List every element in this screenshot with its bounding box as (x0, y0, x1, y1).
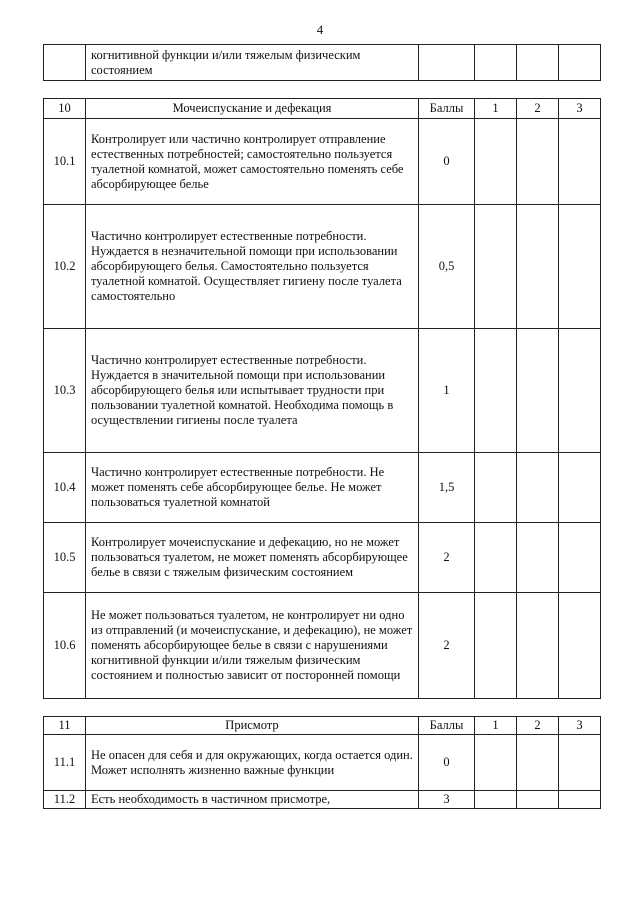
section-header-row (44, 99, 601, 119)
section-10-table (43, 98, 601, 699)
continuation-row (44, 45, 601, 81)
column-1-cell (475, 45, 517, 81)
table-row (44, 205, 601, 329)
column-2-cell (517, 119, 559, 205)
section-header-row (44, 717, 601, 735)
row-number: 11.1 (44, 735, 86, 791)
column-2-cell (517, 329, 559, 453)
row-number-cell (44, 45, 86, 81)
row-description: Частично контролирует естественные потребности. Не может поменять себе абсорбирующее белье. Не может пользоваться туалетной комнатой (86, 453, 419, 523)
row-score: 1,5 (419, 453, 475, 523)
score-cell (419, 45, 475, 81)
column-2-cell (517, 205, 559, 329)
column-3-cell (559, 329, 601, 453)
column-2-cell (517, 593, 559, 699)
column-2-header: 2 (517, 717, 559, 735)
row-number: 11.2 (44, 791, 86, 809)
column-1-header: 1 (475, 99, 517, 119)
row-score: 0,5 (419, 205, 475, 329)
section-number: 10 (44, 99, 86, 119)
column-3-cell (559, 523, 601, 593)
column-1-header: 1 (475, 717, 517, 735)
section-11-table (43, 716, 601, 809)
row-number: 10.4 (44, 453, 86, 523)
table-row (44, 453, 601, 523)
column-1-cell (475, 791, 517, 809)
row-description: Есть необходимость в частичном присмотре, (86, 791, 419, 809)
column-2-header: 2 (517, 99, 559, 119)
row-number: 10.6 (44, 593, 86, 699)
column-1-cell (475, 593, 517, 699)
column-3-cell (559, 205, 601, 329)
table-row (44, 735, 601, 791)
column-3-header: 3 (559, 717, 601, 735)
column-1-cell (475, 329, 517, 453)
row-number: 10.5 (44, 523, 86, 593)
section-number: 11 (44, 717, 86, 735)
row-description: Частично контролирует естественные потребности. Нуждается в значительной помощи при использовании абсорбирующего белья или испытывает трудности при пользовании туалетной комнатой. Необходима помощь в осуществлении гигиены после туалета (86, 329, 419, 453)
column-3-cell (559, 45, 601, 81)
column-2-cell (517, 45, 559, 81)
score-header: Баллы (419, 717, 475, 735)
row-score: 2 (419, 523, 475, 593)
row-score: 2 (419, 593, 475, 699)
row-description: Частично контролирует естественные потребности. Нуждается в незначительной помощи при использовании абсорбирующего белья. Самостоятельно пользуется туалетной комнатой. Осуществляет гигиену после туалета самостоятельно (86, 205, 419, 329)
table-row (44, 329, 601, 453)
column-1-cell (475, 523, 517, 593)
table-row (44, 119, 601, 205)
row-description: Не может пользоваться туалетом, не контролирует ни одно из отправлений (и мочеиспускание, и дефекацию), не может поменять абсорбирующее белье в связи с нарушениями когнитивной функции и/или тяжелым физическим состоянием и полностью зависит от посторонней помощи (86, 593, 419, 699)
column-1-cell (475, 119, 517, 205)
table-row (44, 593, 601, 699)
row-number: 10.3 (44, 329, 86, 453)
table-row (44, 791, 601, 809)
column-2-cell (517, 453, 559, 523)
column-2-cell (517, 735, 559, 791)
row-score: 3 (419, 791, 475, 809)
page-number: 4 (316, 22, 324, 37)
column-1-cell (475, 735, 517, 791)
column-2-cell (517, 791, 559, 809)
section-title: Присмотр (86, 717, 419, 735)
row-description: Контролирует или частично контролирует отправление естественных потребностей; самостоятельно пользуется туалетной комнатой, может самостоятельно поменять себе абсорбирующее белье (86, 119, 419, 205)
column-3-cell (559, 735, 601, 791)
row-score: 1 (419, 329, 475, 453)
column-3-cell (559, 791, 601, 809)
row-score: 0 (419, 119, 475, 205)
row-description: Не опасен для себя и для окружающих, когда остается один. Может исполнять жизненно важные функции (86, 735, 419, 791)
continuation-table (43, 44, 601, 81)
row-description: когнитивной функции и/или тяжелым физическим состоянием (86, 45, 419, 81)
column-3-cell (559, 119, 601, 205)
score-header: Баллы (419, 99, 475, 119)
column-3-cell (559, 593, 601, 699)
row-number: 10.2 (44, 205, 86, 329)
section-title: Мочеиспускание и дефекация (86, 99, 419, 119)
column-2-cell (517, 523, 559, 593)
table-row (44, 523, 601, 593)
column-3-cell (559, 453, 601, 523)
row-description: Контролирует мочеиспускание и дефекацию, но не может пользоваться туалетом, не может поменять абсорбирующее белье в связи с тяжелым физическим состоянием (86, 523, 419, 593)
row-score: 0 (419, 735, 475, 791)
row-number: 10.1 (44, 119, 86, 205)
column-1-cell (475, 453, 517, 523)
column-1-cell (475, 205, 517, 329)
column-3-header: 3 (559, 99, 601, 119)
